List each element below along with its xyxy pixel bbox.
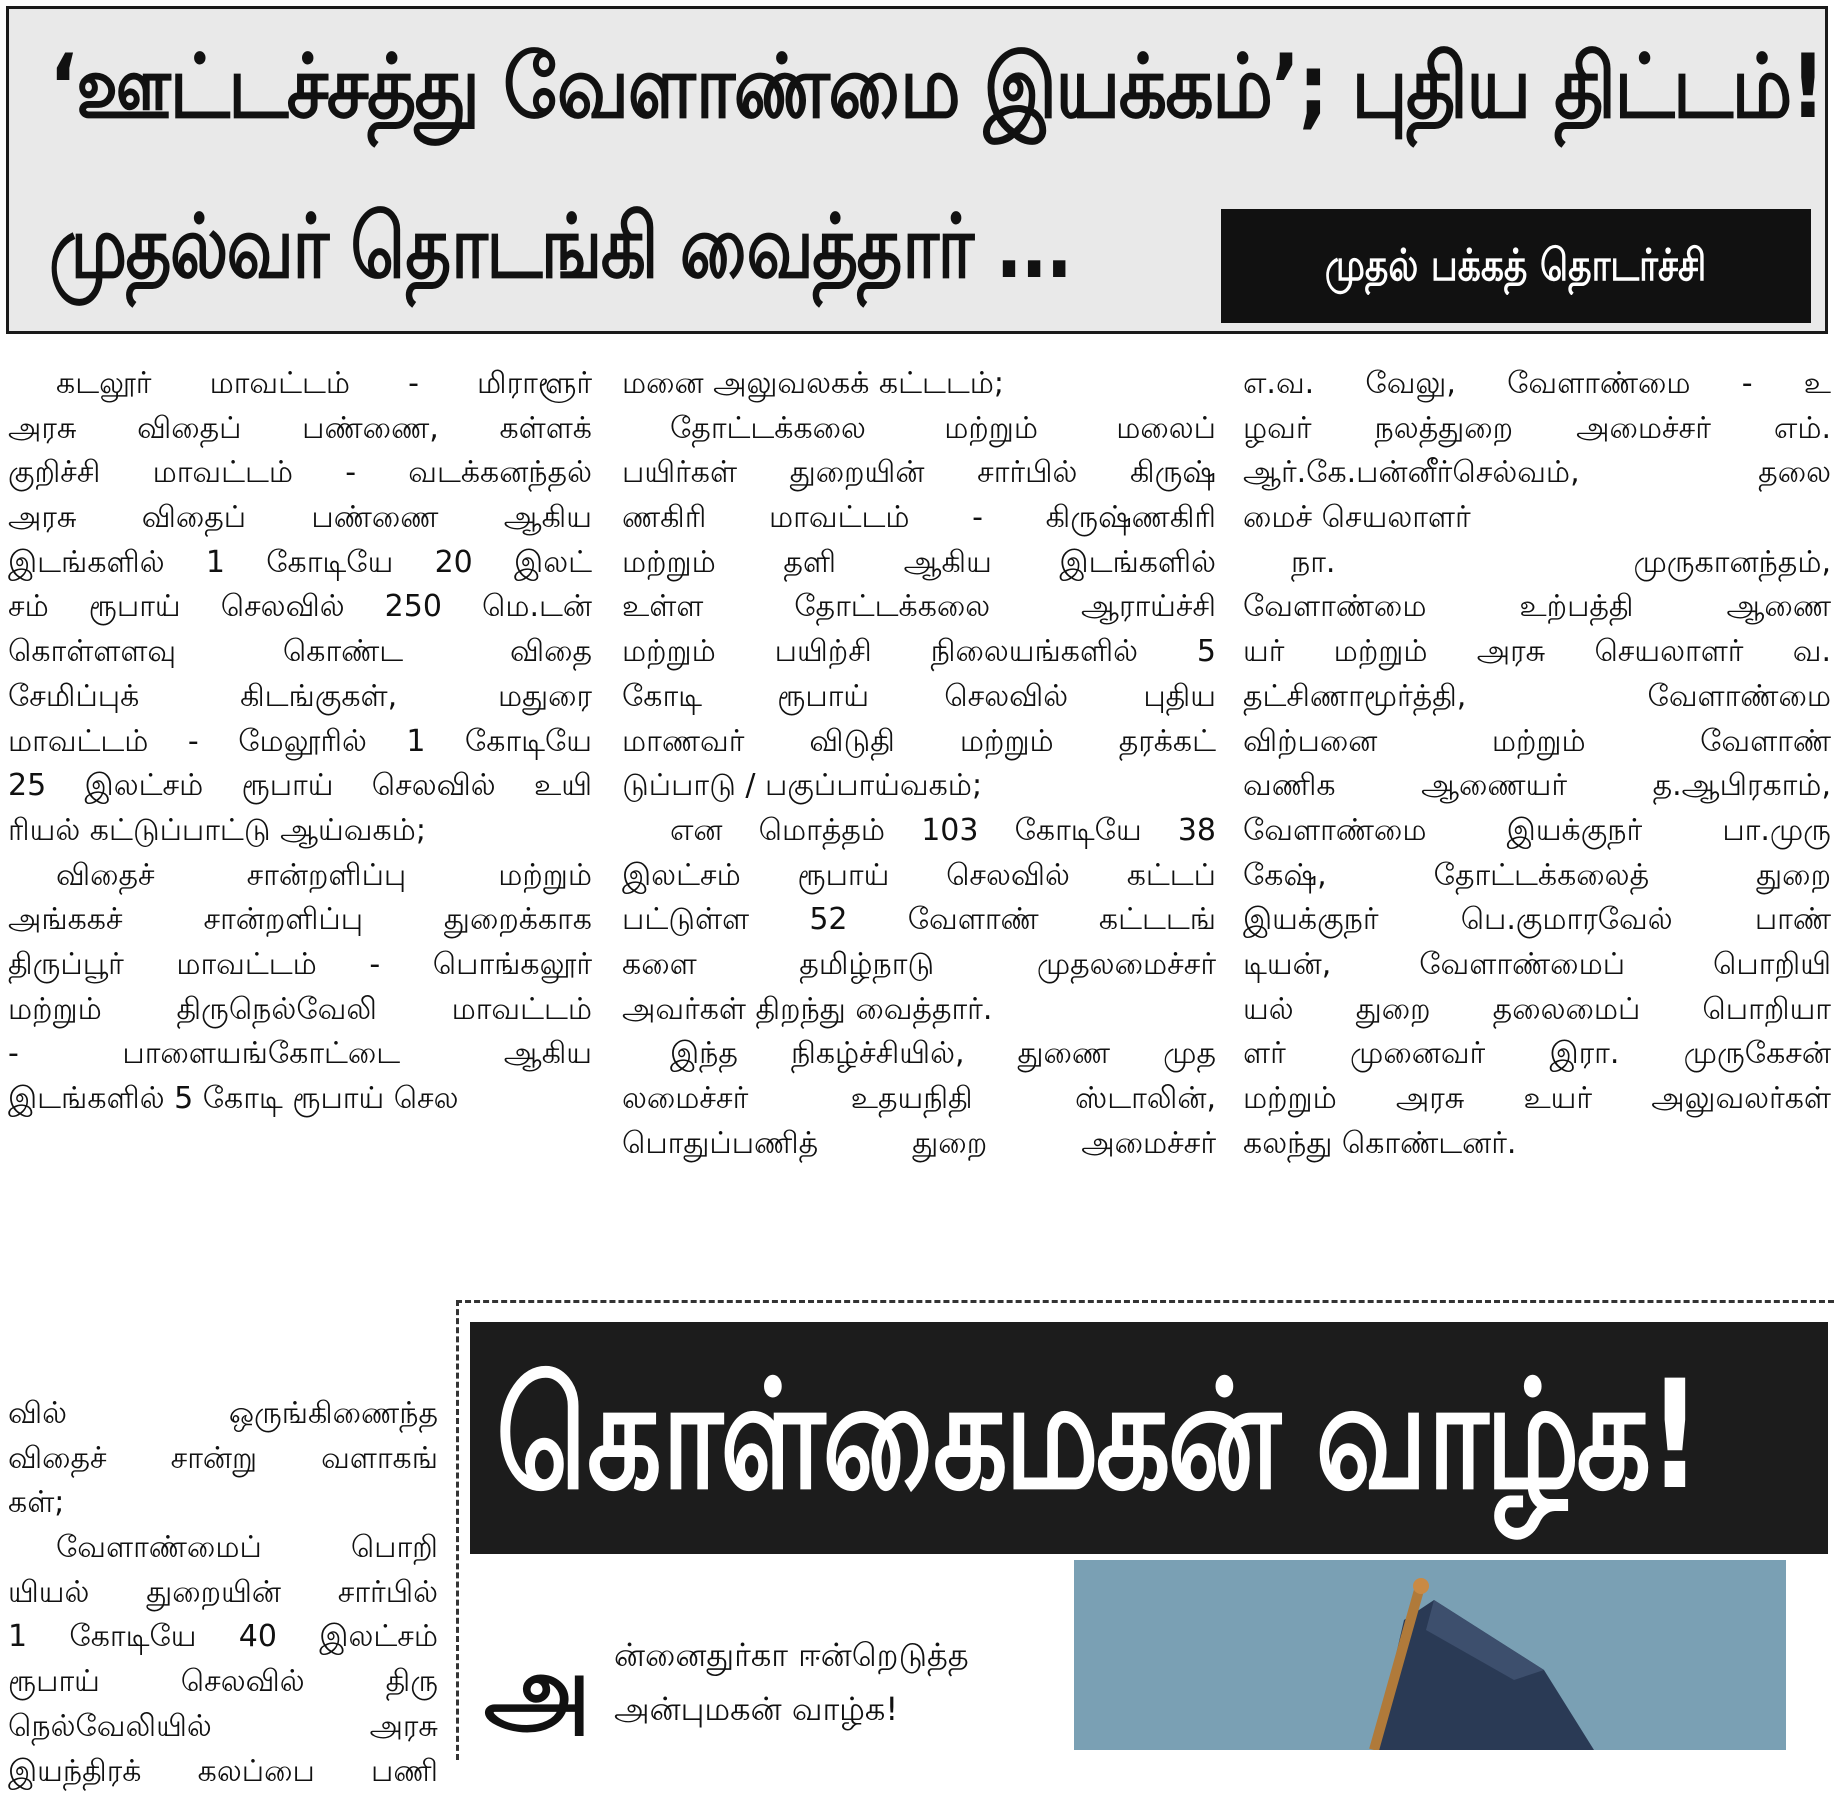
column-2-line: மற்றும் தளி ஆகிய இடங்களில் xyxy=(622,541,1216,586)
column-3-line: மற்றும் அரசு உயர் அலுவலர்கள் xyxy=(1243,1077,1831,1122)
column-1-line: மாவட்டம் - மேலூரில் 1 கோடியே xyxy=(8,720,592,765)
article-column-1-lower xyxy=(8,1392,438,1794)
column-1-lower-line: யியல் துறையின் சார்பில் xyxy=(8,1571,438,1616)
column-2-line: இலட்சம் ரூபாய் செலவில் கட்டப் xyxy=(622,854,1216,899)
column-3-line: வணிக ஆணையர் த.ஆபிரகாம், xyxy=(1243,764,1831,809)
column-1-lower-line: இயந்திரக் கலப்பை பணி xyxy=(8,1750,438,1794)
column-1-line: மற்றும் திருநெல்வேலி மாவட்டம் xyxy=(8,988,592,1033)
column-1-line: திருப்பூர் மாவட்டம் - பொங்கலூர் xyxy=(8,943,592,988)
column-2-line: அவர்கள் திறந்து வைத்தார். xyxy=(622,988,1216,1033)
column-3-line: எ.வ. வேலு, வேளாண்மை - உ xyxy=(1243,362,1831,407)
column-1-line: சேமிப்புக் கிடங்குகள், மதுரை xyxy=(8,675,592,720)
advert-line-2: அன்புமகன் வாழ்க! xyxy=(614,1686,898,1732)
column-2-line: மனை அலுவலகக் கட்டடம்; xyxy=(622,362,1216,407)
column-3-line: மைச் செயலாளர் xyxy=(1243,496,1831,541)
column-2-line: உள்ள தோட்டக்கலை ஆராய்ச்சி xyxy=(622,585,1216,630)
headline-box xyxy=(6,6,1828,334)
column-3-line: ளர் முனைவர் இரா. முருகேசன் xyxy=(1243,1032,1831,1077)
column-1-line: இடங்களில் 1 கோடியே 20 இலட் xyxy=(8,541,592,586)
column-1-lower-line: வில் ஒருங்கிணைந்த xyxy=(8,1392,438,1437)
column-3-line: இயக்குநர் பெ.குமாரவேல் பாண் xyxy=(1243,898,1831,943)
column-1-line: ரியல் கட்டுப்பாட்டு ஆய்வகம்; xyxy=(8,809,592,854)
column-1-line: விதைச் சான்றளிப்பு மற்றும் xyxy=(8,854,592,899)
column-2-line: தோட்டக்கலை மற்றும் மலைப் xyxy=(622,407,1216,452)
column-2-line: பயிர்கள் துறையின் சார்பில் கிருஷ் xyxy=(622,451,1216,496)
column-1-line: 25 இலட்சம் ரூபாய் செலவில் உயி xyxy=(8,764,592,809)
column-2-line: லமைச்சர் உதயநிதி ஸ்டாலின், xyxy=(622,1077,1216,1122)
column-1-lower-line: கள்; xyxy=(8,1481,438,1526)
headline-line-2: முதல்வர் தொடங்கி வைத்தார் ... xyxy=(49,187,1071,307)
headline-line-1: ‘ஊட்டச்சத்து வேளாண்மை இயக்கம்’; புதிய திட்டம்! xyxy=(49,27,1563,147)
advert-dropcap: அ xyxy=(484,1640,591,1740)
column-2-line: கோடி ரூபாய் செலவில் புதிய xyxy=(622,675,1216,720)
column-1-lower-line: ரூபாய் செலவில் திரு xyxy=(8,1660,438,1705)
column-1-lower-line: விதைச் சான்று வளாகங் xyxy=(8,1437,438,1482)
column-1-line: - பாளையங்கோட்டை ஆகிய xyxy=(8,1032,592,1077)
continued-from-front-page-label xyxy=(1221,209,1811,323)
column-2-line: பொதுப்பணித் துறை அமைச்சர் xyxy=(622,1122,1216,1167)
advert-photo xyxy=(1074,1560,1786,1750)
article-column-1 xyxy=(8,362,592,1122)
column-2-line: மாணவர் விடுதி மற்றும் தரக்கட் xyxy=(622,720,1216,765)
advert-banner-text: கொள்கைமகன் வாழ்க! xyxy=(496,1336,1698,1536)
column-2-line: என மொத்தம் 103 கோடியே 38 xyxy=(622,809,1216,854)
column-2-line: டுப்பாடு / பகுப்பாய்வகம்; xyxy=(622,764,1216,809)
column-2-line: மற்றும் பயிற்சி நிலையங்களில் 5 xyxy=(622,630,1216,675)
column-2-line: பட்டுள்ள 52 வேளாண் கட்டடங் xyxy=(622,898,1216,943)
column-1-line: அரசு விதைப் பண்ணை ஆகிய xyxy=(8,496,592,541)
column-1-line: குறிச்சி மாவட்டம் - வடக்கனந்தல் xyxy=(8,451,592,496)
column-2-line: இந்த நிகழ்ச்சியில், துணை முத xyxy=(622,1032,1216,1077)
column-3-line: விற்பனை மற்றும் வேளாண் xyxy=(1243,720,1831,765)
column-1-line: அரசு விதைப் பண்ணை, கள்ளக் xyxy=(8,407,592,452)
column-1-lower-line: வேளாண்மைப் பொறி xyxy=(8,1526,438,1571)
article-column-3 xyxy=(1243,362,1831,1166)
column-2-line: ணகிரி மாவட்டம் - கிருஷ்ணகிரி xyxy=(622,496,1216,541)
advert-banner xyxy=(470,1322,1828,1554)
column-1-line: அங்ககச் சான்றளிப்பு துறைக்காக xyxy=(8,898,592,943)
column-1-line: கொள்ளளவு கொண்ட விதை xyxy=(8,630,592,675)
continued-label-text: முதல் பக்கத் தொடர்ச்சி xyxy=(1325,209,1706,323)
column-3-line: யல் துறை தலைமைப் பொறியா xyxy=(1243,988,1831,1033)
advert-line-1: ன்னைதுர்கா ஈன்றெடுத்த xyxy=(614,1632,969,1678)
column-3-line: நா. முருகானந்தம், xyxy=(1243,541,1831,586)
column-1-line: இடங்களில் 5 கோடி ரூபாய் செல xyxy=(8,1077,592,1122)
column-1-lower-line: 1 கோடியே 40 இலட்சம் xyxy=(8,1615,438,1660)
column-3-line: கலந்து கொண்டனர். xyxy=(1243,1122,1831,1167)
advert-body xyxy=(474,1560,1064,1750)
flag-photo-graphic xyxy=(1074,1560,1786,1750)
column-3-line: யர் மற்றும் அரசு செயலாளர் வ. xyxy=(1243,630,1831,675)
column-1-line: கடலூர் மாவட்டம் - மிராளூர் xyxy=(8,362,592,407)
column-3-line: கேஷ், தோட்டக்கலைத் துறை xyxy=(1243,854,1831,899)
column-3-line: ஆர்.கே.பன்னீர்செல்வம், தலை xyxy=(1243,451,1831,496)
column-1-lower-line: நெல்வேலியில் அரசு xyxy=(8,1705,438,1750)
column-1-line: சம் ரூபாய் செலவில் 250 மெ.டன் xyxy=(8,585,592,630)
article-column-2 xyxy=(622,362,1216,1166)
column-3-line: வேளாண்மை உற்பத்தி ஆணை xyxy=(1243,585,1831,630)
column-2-line: களை தமிழ்நாடு முதலமைச்சர் xyxy=(622,943,1216,988)
column-3-line: வேளாண்மை இயக்குநர் பா.முரு xyxy=(1243,809,1831,854)
column-3-line: தட்சிணாமூர்த்தி, வேளாண்மை xyxy=(1243,675,1831,720)
column-3-line: டியன், வேளாண்மைப் பொறியி xyxy=(1243,943,1831,988)
column-3-line: ழவர் நலத்துறை அமைச்சர் எம். xyxy=(1243,407,1831,452)
